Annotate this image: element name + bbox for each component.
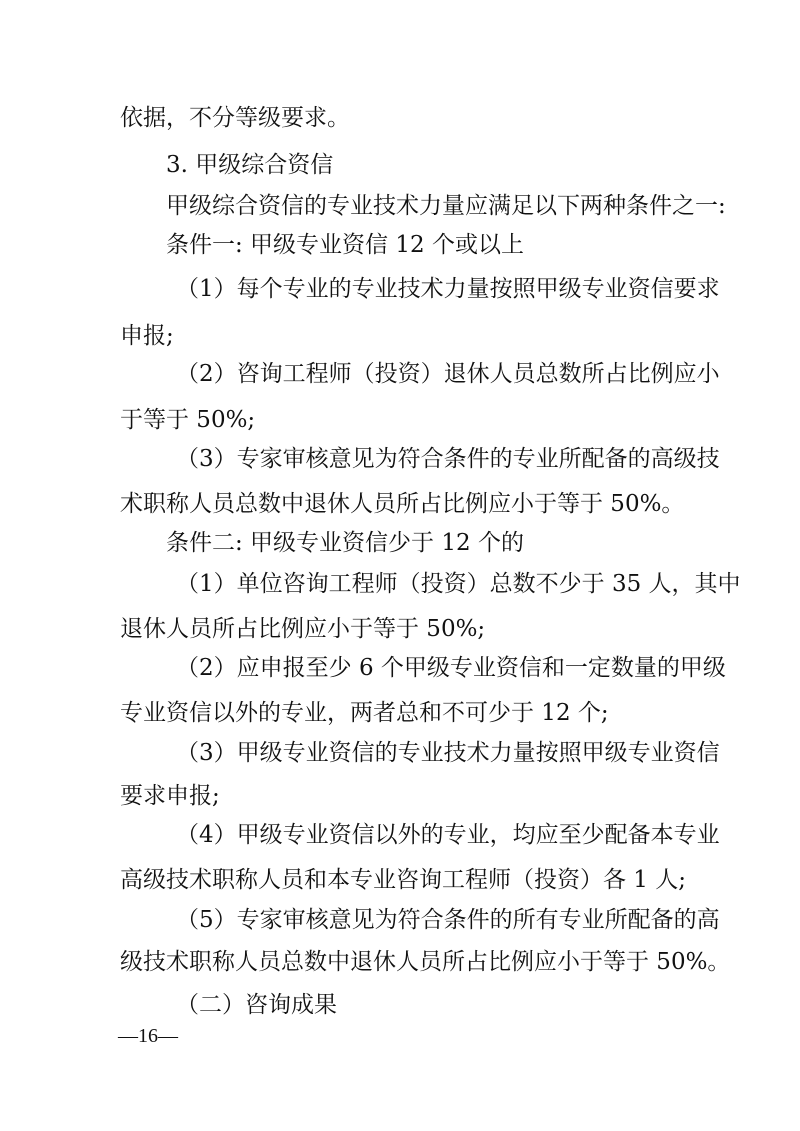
text-line: 条件一: 甲级专业资信 12 个或以上 bbox=[166, 232, 524, 258]
text-line: （1）单位咨询工程师（投资）总数不少于 35 人，其中 bbox=[176, 571, 741, 597]
text-line: 申报; bbox=[120, 323, 174, 349]
section-heading: 3. 甲级综合资信 bbox=[166, 152, 334, 178]
text-line: （2）咨询工程师（投资）退休人员总数所占比例应小 bbox=[176, 361, 720, 387]
text-line: 依据，不分等级要求。 bbox=[120, 105, 350, 131]
page-number: —16— bbox=[118, 1025, 178, 1047]
text-line: 甲级综合资信的专业技术力量应满足以下两种条件之一: bbox=[166, 193, 726, 219]
text-line: 术职称人员总数中退休人员所占比例应小于等于 50%。 bbox=[120, 491, 685, 517]
text-line: （3）甲级专业资信的专业技术力量按照甲级专业资信 bbox=[176, 740, 720, 766]
text-line: （2）应申报至少 6 个甲级专业资信和一定数量的甲级 bbox=[176, 655, 726, 681]
text-line: 专业资信以外的专业，两者总和不可少于 12 个; bbox=[120, 700, 609, 726]
text-line: 高级技术职称人员和本专业咨询工程师（投资）各 1 人; bbox=[120, 867, 687, 893]
text-line: 级技术职称人员总数中退休人员所占比例应小于等于 50%。 bbox=[120, 949, 731, 975]
text-line: （1）每个专业的专业技术力量按照甲级专业资信要求 bbox=[176, 276, 720, 302]
text-line: 要求申报; bbox=[120, 783, 220, 809]
text-line: （4）甲级专业资信以外的专业，均应至少配备本专业 bbox=[176, 822, 720, 848]
subsection-heading: （二）咨询成果 bbox=[176, 992, 337, 1018]
text-line: （5）专家审核意见为符合条件的所有专业所配备的高 bbox=[176, 907, 720, 933]
text-line: （3）专家审核意见为符合条件的专业所配备的高级技 bbox=[176, 446, 720, 472]
text-line: 退休人员所占比例应小于等于 50%; bbox=[120, 616, 486, 642]
text-line: 于等于 50%; bbox=[120, 407, 256, 433]
text-line: 条件二: 甲级专业资信少于 12 个的 bbox=[166, 530, 524, 556]
